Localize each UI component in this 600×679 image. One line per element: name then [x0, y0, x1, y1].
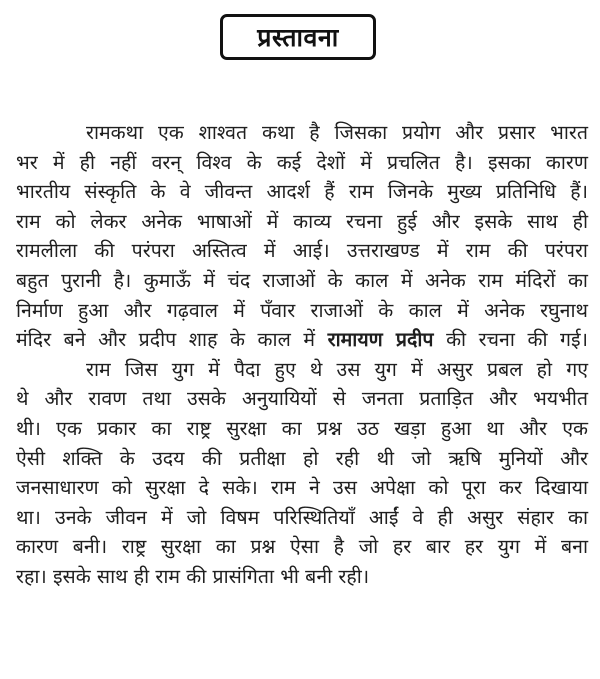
- paragraph-line: था। उनके जीवन में जो विषम परिस्थितियाँ आईं वे ही असुर संहार का: [16, 505, 588, 529]
- title-box: [220, 14, 376, 60]
- bold-book-title: रामायण प्रदीप: [327, 328, 434, 352]
- paragraph-line: भर में ही नहीं वरन् विश्व के कई देशों में प्रचलित है। इसका कारण: [16, 150, 588, 174]
- paragraph-line: रहा। इसके साथ ही राम की प्रासंगिता भी बनी रही।: [16, 564, 370, 588]
- paragraph-line-with-bold: [16, 325, 588, 355]
- paragraph-line: जनसाधारण को सुरक्षा दे सके। राम ने उस अपेक्षा को पूरा कर दिखाया: [16, 476, 588, 500]
- paragraph-line: राम को लेकर अनेक भाषाओं में काव्य रचना हुई और इसके साथ ही: [16, 209, 588, 233]
- paragraph-line: रामलीला की परंपरा अस्तित्व में आई। उत्तराखण्ड में राम की परंपरा: [16, 239, 588, 263]
- paragraph-1: [16, 118, 588, 355]
- page-title: प्रस्तावना: [257, 23, 339, 52]
- paragraph-line: कारण बनी। राष्ट्र सुरक्षा का प्रश्न ऐसा है जो हर बार हर युग में बना: [16, 535, 588, 559]
- paragraph-line: रामकथा एक शाश्वत कथा है जिसका प्रयोग और प्रसार भारत: [86, 121, 588, 144]
- paragraph-line: बहुत पुरानी है। कुमाऊँ में चंद राजाओं के काल में अनेक राम मंदिरों का: [16, 268, 588, 292]
- paragraph-line: राम जिस युग में पैदा हुए थे उस युग में असुर प्रबल हो गए: [86, 357, 588, 381]
- paragraph-line: ऐसी शक्ति के उदय की प्रतीक्षा हो रही थी जो ऋषि मुनियों और: [16, 446, 588, 470]
- paragraph-line: निर्माण हुआ और गढ़वाल में पँवार राजाओं के काल में अनेक रघुनाथ: [16, 298, 588, 322]
- document-body: [16, 118, 588, 592]
- paragraph-2: [16, 355, 588, 592]
- paragraph-line: थी। एक प्रकार का राष्ट्र सुरक्षा का प्रश्न उठ खड़ा हुआ था और एक: [16, 416, 588, 440]
- paragraph-line: भारतीय संस्कृति के वे जीवन्त आदर्श हैं राम जिनके मुख्य प्रतिनिधि हैं।: [16, 180, 588, 204]
- paragraph-line: थे और रावण तथा उसके अनुयायियों से जनता प्रताड़ित और भयभीत: [16, 387, 588, 411]
- text-segment: मंदिर बने और प्रदीप शाह के काल में: [16, 328, 328, 352]
- text-segment: की रचना की गई।: [433, 328, 589, 352]
